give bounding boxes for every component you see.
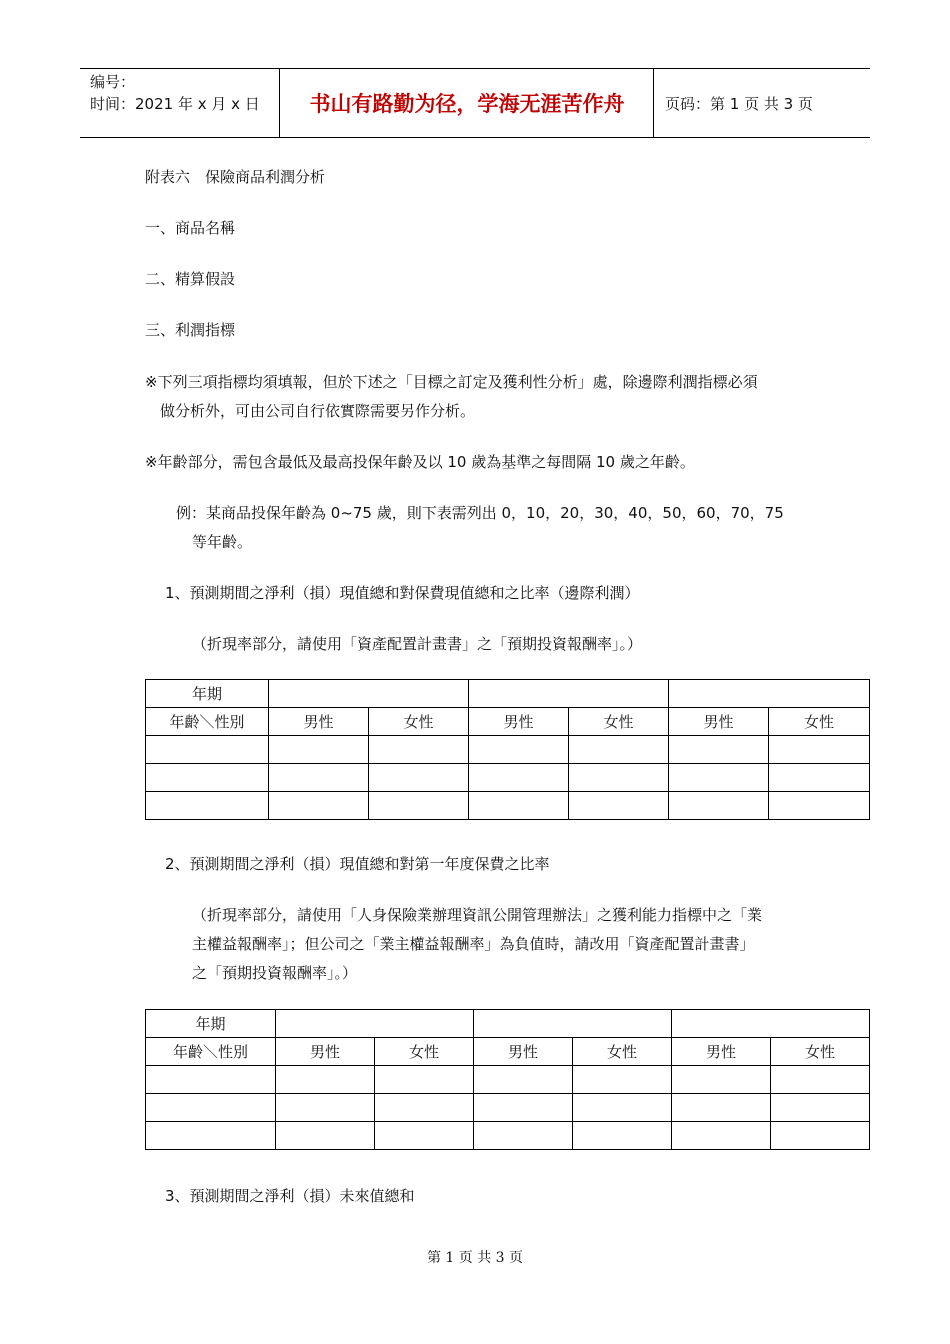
table-header-male: 男性	[276, 1038, 375, 1066]
table-header-male: 男性	[469, 708, 569, 736]
example-line2: 等年齡。	[192, 533, 253, 551]
table-header-female: 女性	[375, 1038, 474, 1066]
table-cell[interactable]	[369, 764, 469, 792]
table-cell[interactable]	[771, 1066, 870, 1094]
table-header-male: 男性	[474, 1038, 573, 1066]
table-cell[interactable]	[573, 1122, 672, 1150]
table-row	[146, 764, 870, 792]
table-header-male: 男性	[269, 708, 369, 736]
item2-note-line2: 主權益報酬率」；但公司之「業主權益報酬率」為負值時，請改用「資產配置計畫書」	[192, 935, 755, 953]
table-cell[interactable]	[672, 1010, 870, 1038]
table-header-year: 年期	[146, 680, 269, 708]
table-row	[146, 1066, 870, 1094]
table-cell[interactable]	[573, 1066, 672, 1094]
table-cell[interactable]	[669, 736, 769, 764]
table-cell[interactable]	[269, 764, 369, 792]
table-cell[interactable]	[669, 764, 769, 792]
table-cell[interactable]	[146, 1094, 276, 1122]
doc-title: 附表六 保險商品利潤分析	[145, 168, 326, 186]
table-cell[interactable]	[474, 1094, 573, 1122]
table-cell[interactable]	[569, 792, 669, 820]
table-header-male: 男性	[672, 1038, 771, 1066]
profit-margin-table	[145, 679, 870, 820]
item1-heading: 1、預測期間之淨利（損）現值總和對保費現值總和之比率（邊際利潤）	[165, 584, 640, 602]
table-cell[interactable]	[469, 792, 569, 820]
table-header-female: 女性	[569, 708, 669, 736]
table-cell[interactable]	[369, 792, 469, 820]
page-footer: 第 1 页 共 3 页	[426, 1250, 524, 1266]
table-header-male: 男性	[669, 708, 769, 736]
table-cell[interactable]	[276, 1066, 375, 1094]
table-cell[interactable]	[769, 792, 870, 820]
table-cell[interactable]	[269, 680, 469, 708]
table-cell[interactable]	[672, 1122, 771, 1150]
table-cell[interactable]	[672, 1094, 771, 1122]
table-cell[interactable]	[469, 736, 569, 764]
first-year-premium-table	[145, 1009, 870, 1150]
table-row	[146, 736, 870, 764]
table-cell[interactable]	[369, 736, 469, 764]
header-meta	[80, 69, 280, 137]
item2-note-line3: 之「預期投資報酬率」。）	[192, 964, 358, 982]
table-header-female: 女性	[771, 1038, 870, 1066]
table-cell[interactable]	[276, 1122, 375, 1150]
table-header-female: 女性	[769, 708, 870, 736]
table-cell[interactable]	[771, 1122, 870, 1150]
table-header-female: 女性	[573, 1038, 672, 1066]
note2: ※年齡部分，需包含最低及最高投保年齡及以 10 歲為基準之每間隔 10 歲之年齡。	[145, 453, 695, 471]
table-cell[interactable]	[474, 1010, 672, 1038]
table-row	[146, 792, 870, 820]
table-cell[interactable]	[146, 764, 269, 792]
table-header-year: 年期	[146, 1010, 276, 1038]
table-cell[interactable]	[769, 764, 870, 792]
table-cell[interactable]	[276, 1094, 375, 1122]
item1-note: （折現率部分，請使用「資產配置計畫書」之「預期投資報酬率」。）	[192, 635, 643, 653]
table-cell[interactable]	[469, 680, 669, 708]
header-number: 编号：	[90, 73, 136, 91]
table-header-age-gender: 年齡＼性別	[146, 708, 269, 736]
example-line1: 例：某商品投保年齡為 0~75 歲，則下表需列出 0，10，20，30，40，50，60，70，75	[176, 504, 784, 522]
header-motto: 书山有路勤为径，学海无涯苦作舟	[281, 69, 654, 137]
table-cell[interactable]	[269, 792, 369, 820]
table-cell[interactable]	[375, 1066, 474, 1094]
table-cell[interactable]	[375, 1094, 474, 1122]
page-header	[80, 68, 870, 138]
item2-heading: 2、預測期間之淨利（損）現值總和對第一年度保費之比率	[165, 855, 550, 873]
table-cell[interactable]	[669, 680, 870, 708]
table-cell[interactable]	[672, 1066, 771, 1094]
section-profit-indicators: 三、利潤指標	[145, 321, 236, 339]
table-cell[interactable]	[469, 764, 569, 792]
section-actuarial-assumptions: 二、精算假設	[145, 270, 236, 288]
table-cell[interactable]	[146, 1122, 276, 1150]
table-cell[interactable]	[375, 1122, 474, 1150]
table-cell[interactable]	[474, 1066, 573, 1094]
table-cell[interactable]	[146, 1066, 276, 1094]
note1-line1: ※下列三項指標均須填報，但於下述之「目標之訂定及獲利性分析」處，除邊際利潤指標必須	[145, 373, 758, 391]
header-time: 时间：2021 年 x 月 x 日	[90, 95, 260, 113]
item2-note-line1: （折現率部分，請使用「人身保險業辦理資訊公開管理辦法」之獲利能力指標中之「業	[192, 906, 763, 924]
table-cell[interactable]	[573, 1094, 672, 1122]
header-page-info: 页码：第 1 页 共 3 页	[665, 94, 813, 113]
table-cell[interactable]	[769, 736, 870, 764]
table-row	[146, 1122, 870, 1150]
section-product-name: 一、商品名稱	[145, 219, 236, 237]
note1-line2: 做分析外，可由公司自行依實際需要另作分析。	[160, 402, 476, 420]
item3-heading: 3、預測期間之淨利（損）未來值總和	[165, 1187, 415, 1205]
table-cell[interactable]	[669, 792, 769, 820]
table-header-female: 女性	[369, 708, 469, 736]
table-cell[interactable]	[276, 1010, 474, 1038]
table-cell[interactable]	[771, 1094, 870, 1122]
table-cell[interactable]	[569, 764, 669, 792]
table-row	[146, 1094, 870, 1122]
table-cell[interactable]	[146, 736, 269, 764]
table-cell[interactable]	[474, 1122, 573, 1150]
table-header-age-gender: 年齡＼性別	[146, 1038, 276, 1066]
table-cell[interactable]	[569, 736, 669, 764]
table-cell[interactable]	[146, 792, 269, 820]
table-cell[interactable]	[269, 736, 369, 764]
